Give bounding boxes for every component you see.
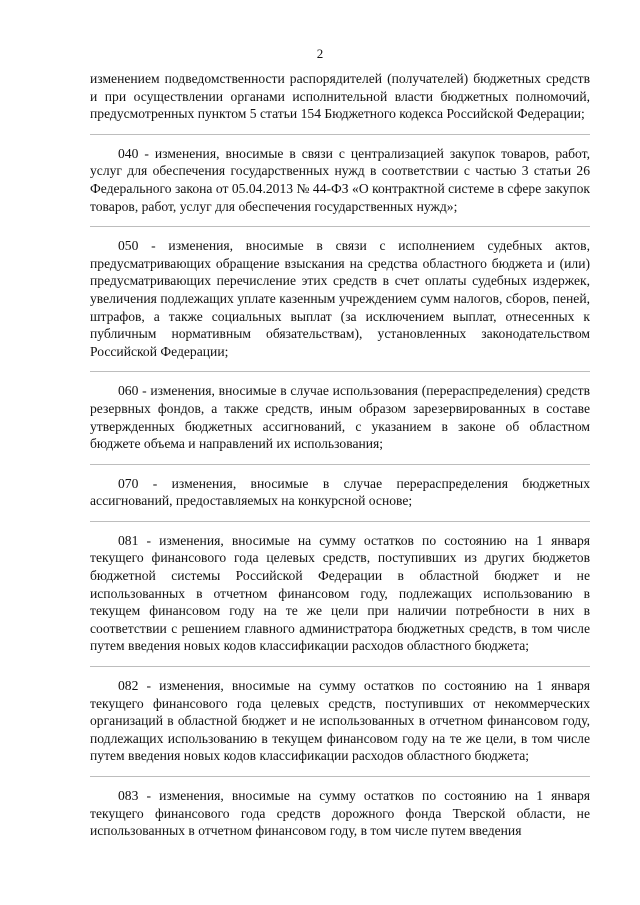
paragraph-divider [90, 666, 590, 667]
document-body [90, 70, 590, 840]
paragraph-050: 050 - изменения, вносимые в связи с исполнением судебных актов, предусматривающих обращение взыскания на средства областного бюджета и (или) предусматривающих перечисление этих средств в счет оплаты судебных издержек, увеличения подлежащих уплате казенным учреждением сумм налогов, сборов, пеней, штрафов, а также социальных выплат (за исключением выплат, отнесенных к публичным нормативным обязательствам), установленных законодательством Российской Федерации; [90, 238, 590, 359]
page-number: 2 [316, 46, 324, 61]
paragraph-060: 060 - изменения, вносимые в случае использования (перераспределения) средств резервных фондов, а также средств, иным образом зарезервированных в составе утвержденных бюджетных ассигнований, с указанием в законе об областном бюджете объема и направлений их использования; [90, 383, 590, 452]
paragraph-divider [90, 226, 590, 227]
paragraph-082: 082 - изменения, вносимые на сумму остатков по состоянию на 1 января текущего финансового года целевых средств, поступивших от некоммерческих организаций в областной бюджет и не использованных в отчетном финансовом году, подлежащих использованию в текущем финансовом году на те же цели, в том числе путем введения новых кодов классификации расходов областного бюджета; [90, 678, 590, 764]
paragraph-083: 083 - изменения, вносимые на сумму остатков по состоянию на 1 января текущего финансового года средств дорожного фонда Тверской области, не использованных в отчетном финансовом году, в том числе путем введения [90, 788, 590, 839]
paragraph-070: 070 - изменения, вносимые в случае перераспределения бюджетных ассигнований, предоставляемых на конкурсной основе; [90, 475, 590, 509]
paragraph-divider [90, 521, 590, 522]
paragraph-continuation: изменением подведомственности распорядителей (получателей) бюджетных средств и при осуществлении органами исполнительной власти бюджетных полномочий, предусмотренных пунктом 5 статьи 154 Бюджетного кодекса Российской Федерации; [90, 71, 590, 122]
paragraph-040: 040 - изменения, вносимые в связи с централизацией закупок товаров, работ, услуг для обеспечения государственных нужд в соответствии с частью 3 статьи 26 Федерального закона от 05.04.2013 № 44-ФЗ «О контрактной системе в сфере закупок товаров, работ, услуг для обеспечения государственных нужд»; [90, 145, 590, 214]
paragraph-divider [90, 371, 590, 372]
paragraph-081: 081 - изменения, вносимые на сумму остатков по состоянию на 1 января текущего финансового года целевых средств, поступивших из других бюджетов бюджетной системы Российской Федерации в областной бюджет и не использованных в отчетном финансовом году, подлежащих использованию в текущем финансовом году на те же цели при наличии потребности в них в соответствии с решением главного администратора бюджетных средств, в том числе путем введения новых кодов классификации расходов областного бюджета; [90, 532, 590, 654]
paragraph-divider [90, 134, 590, 135]
paragraph-divider [90, 776, 590, 777]
paragraph-divider [90, 464, 590, 465]
